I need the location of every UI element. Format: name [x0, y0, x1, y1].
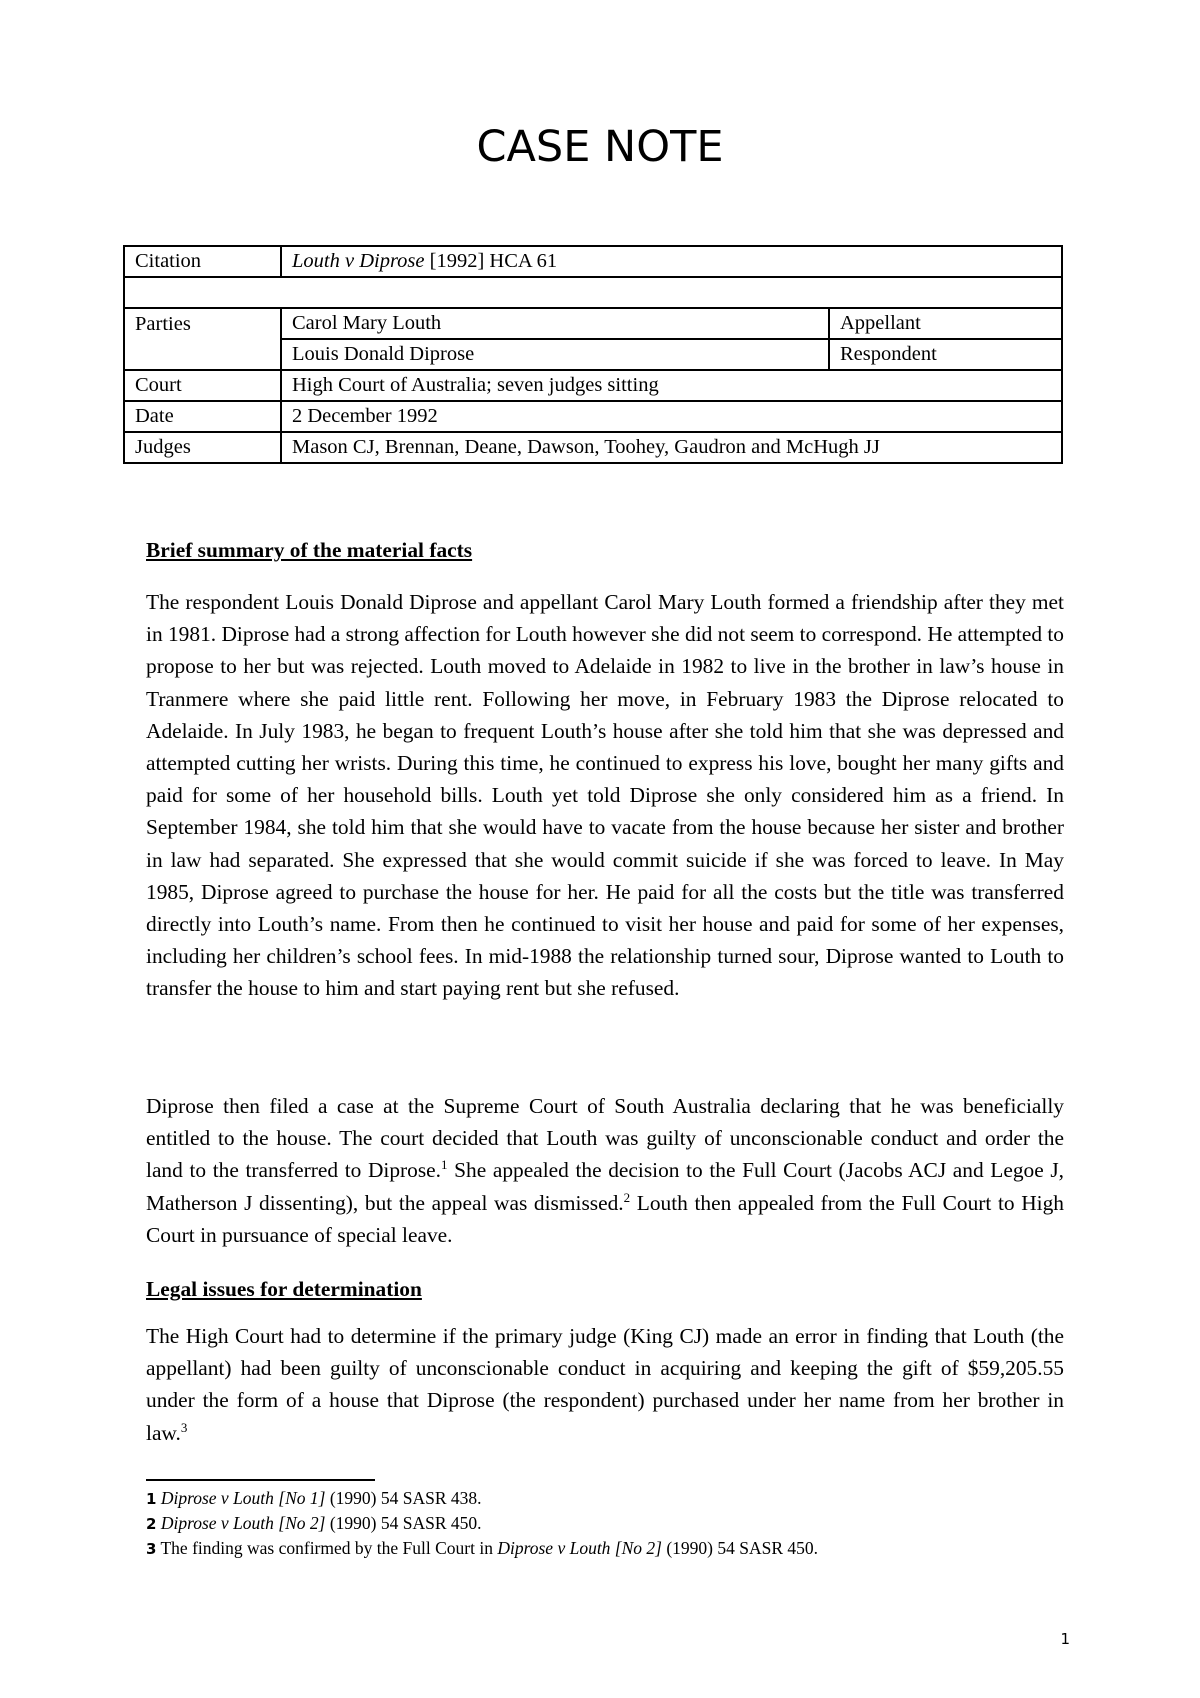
party1-role: Appellant: [829, 308, 1062, 339]
citation-value: [281, 246, 1062, 277]
date-label: Date: [124, 401, 281, 432]
material-facts-heading: Brief summary of the material facts: [146, 538, 473, 562]
footnote-1: [146, 1486, 1066, 1511]
footnote-3: [146, 1536, 1066, 1561]
legal-issues-paragraph: [146, 1320, 1064, 1449]
footnotes: [146, 1486, 1066, 1561]
party2-name: Louis Donald Diprose: [281, 339, 829, 370]
procedural-history-paragraph: [146, 1090, 1064, 1251]
page-number: 1: [1060, 1630, 1070, 1648]
citation-case-name: Louth v Diprose: [292, 250, 425, 272]
footnote-2-case: Diprose v Louth [No 2]: [160, 1513, 326, 1533]
party2-row: [124, 339, 1062, 370]
court-row: [124, 370, 1062, 401]
citation-label: Citation: [124, 246, 281, 277]
issues-paragraph: [146, 1320, 1064, 1449]
material-facts-paragraph-1: [146, 586, 1064, 1005]
material-facts-paragraph-2: [146, 1090, 1064, 1251]
footnote-1-ref: (1990) 54 SASR 438.: [325, 1488, 482, 1508]
party2-role: Respondent: [829, 339, 1062, 370]
page-title: CASE NOTE: [476, 122, 724, 172]
footnote-1-case: Diprose v Louth [No 1]: [160, 1488, 326, 1508]
para2-part-a: Diprose then filed a case at the Supreme Court of South Australia declaring that he was beneficially entitled to the house. The court decided that Louth was guilty of unconscionable conduct and order the land to the transferred to Diprose.: [146, 1094, 1064, 1183]
footnote-2: [146, 1511, 1066, 1536]
date-value: 2 December 1992: [281, 401, 1062, 432]
footnote-3-number: 3: [146, 1540, 157, 1558]
footnote-ref-1[interactable]: 1: [441, 1157, 448, 1173]
judges-row: [124, 432, 1062, 463]
court-label: Court: [124, 370, 281, 401]
blank-row: [124, 277, 1062, 308]
footnote-2-number: 2: [146, 1515, 157, 1533]
legal-issues-section: [146, 1273, 1064, 1305]
citation-reference: [1992] HCA 61: [424, 250, 558, 272]
footnote-ref-3[interactable]: 3: [180, 1419, 188, 1435]
party1-row: [124, 308, 1062, 339]
parties-label-continued: [124, 339, 281, 370]
legal-issues-heading: Legal issues for determination: [146, 1277, 422, 1301]
footnote-3-ref: (1990) 54 SASR 450.: [661, 1538, 819, 1558]
citation-row: [124, 246, 1062, 277]
footnote-separator: [146, 1479, 375, 1481]
issues-text: The High Court had to determine if the primary judge (King CJ) made an error in finding that Louth (the appellant) had been guilty of unconscionable conduct in acquiring and keeping the gift of $59,205.55 under the form of a house that Diprose (the respondent) purchased under her name from her brother in law.: [146, 1324, 1064, 1445]
blank-cell: [124, 277, 1062, 308]
footnote-3-text: The finding was confirmed by the Full Court in: [156, 1538, 498, 1558]
party1-name: Carol Mary Louth: [281, 308, 829, 339]
court-value: High Court of Australia; seven judges sitting: [281, 370, 1062, 401]
case-details-table: [123, 245, 1063, 464]
para2-part-c: Louth then appealed from the Full Court to High Court in pursuance of special leave.: [146, 1190, 1064, 1247]
footnote-1-number: 1: [146, 1490, 157, 1508]
material-facts-section: [146, 534, 1064, 566]
footnote-ref-2[interactable]: 2: [623, 1189, 631, 1205]
para2-part-b: She appealed the decision to the Full Court (Jacobs ACJ and Legoe J, Matherson J dissenting), but the appeal was dismissed.: [146, 1158, 1064, 1215]
judges-label: Judges: [124, 432, 281, 463]
date-row: [124, 401, 1062, 432]
footnote-2-ref: (1990) 54 SASR 450.: [325, 1513, 482, 1533]
judges-value: Mason CJ, Brennan, Deane, Dawson, Toohey, Gaudron and McHugh JJ: [281, 432, 1062, 463]
facts-paragraph: The respondent Louis Donald Diprose and appellant Carol Mary Louth formed a friendship after they met in 1981. Diprose had a strong affection for Louth however she did not seem to correspond. He attempted to propose to her but was rejected. Louth moved to Adelaide in 1982 to live in the brother in law’s house in Tranmere where she paid little rent. Following her move, in February 1983 the Diprose relocated to Adelaide. In July 1983, he began to frequent Louth’s house after she told him that she was depressed and attempted cutting her wrists. During this time, he continued to express his love, bought her many gifts and paid for some of her household bills. Louth yet told Diprose she only considered him as a friend. In September 1984, she told him that she would have to vacate from the house because her sister and brother in law had separated. She expressed that she would commit suicide if she was forced to leave. In May 1985, Diprose agreed to purchase the house for her. He paid for all the costs but the title was transferred directly into Louth’s name. From then he continued to visit her house and paid for some of her expenses, including her children’s school fees. In mid-1988 the relationship turned sour, Diprose wanted to Louth to transfer the house to him and start paying rent but she refused.: [146, 590, 1064, 1001]
parties-label: Parties: [124, 308, 281, 339]
footnote-3-case: Diprose v Louth [No 2]: [497, 1538, 662, 1558]
